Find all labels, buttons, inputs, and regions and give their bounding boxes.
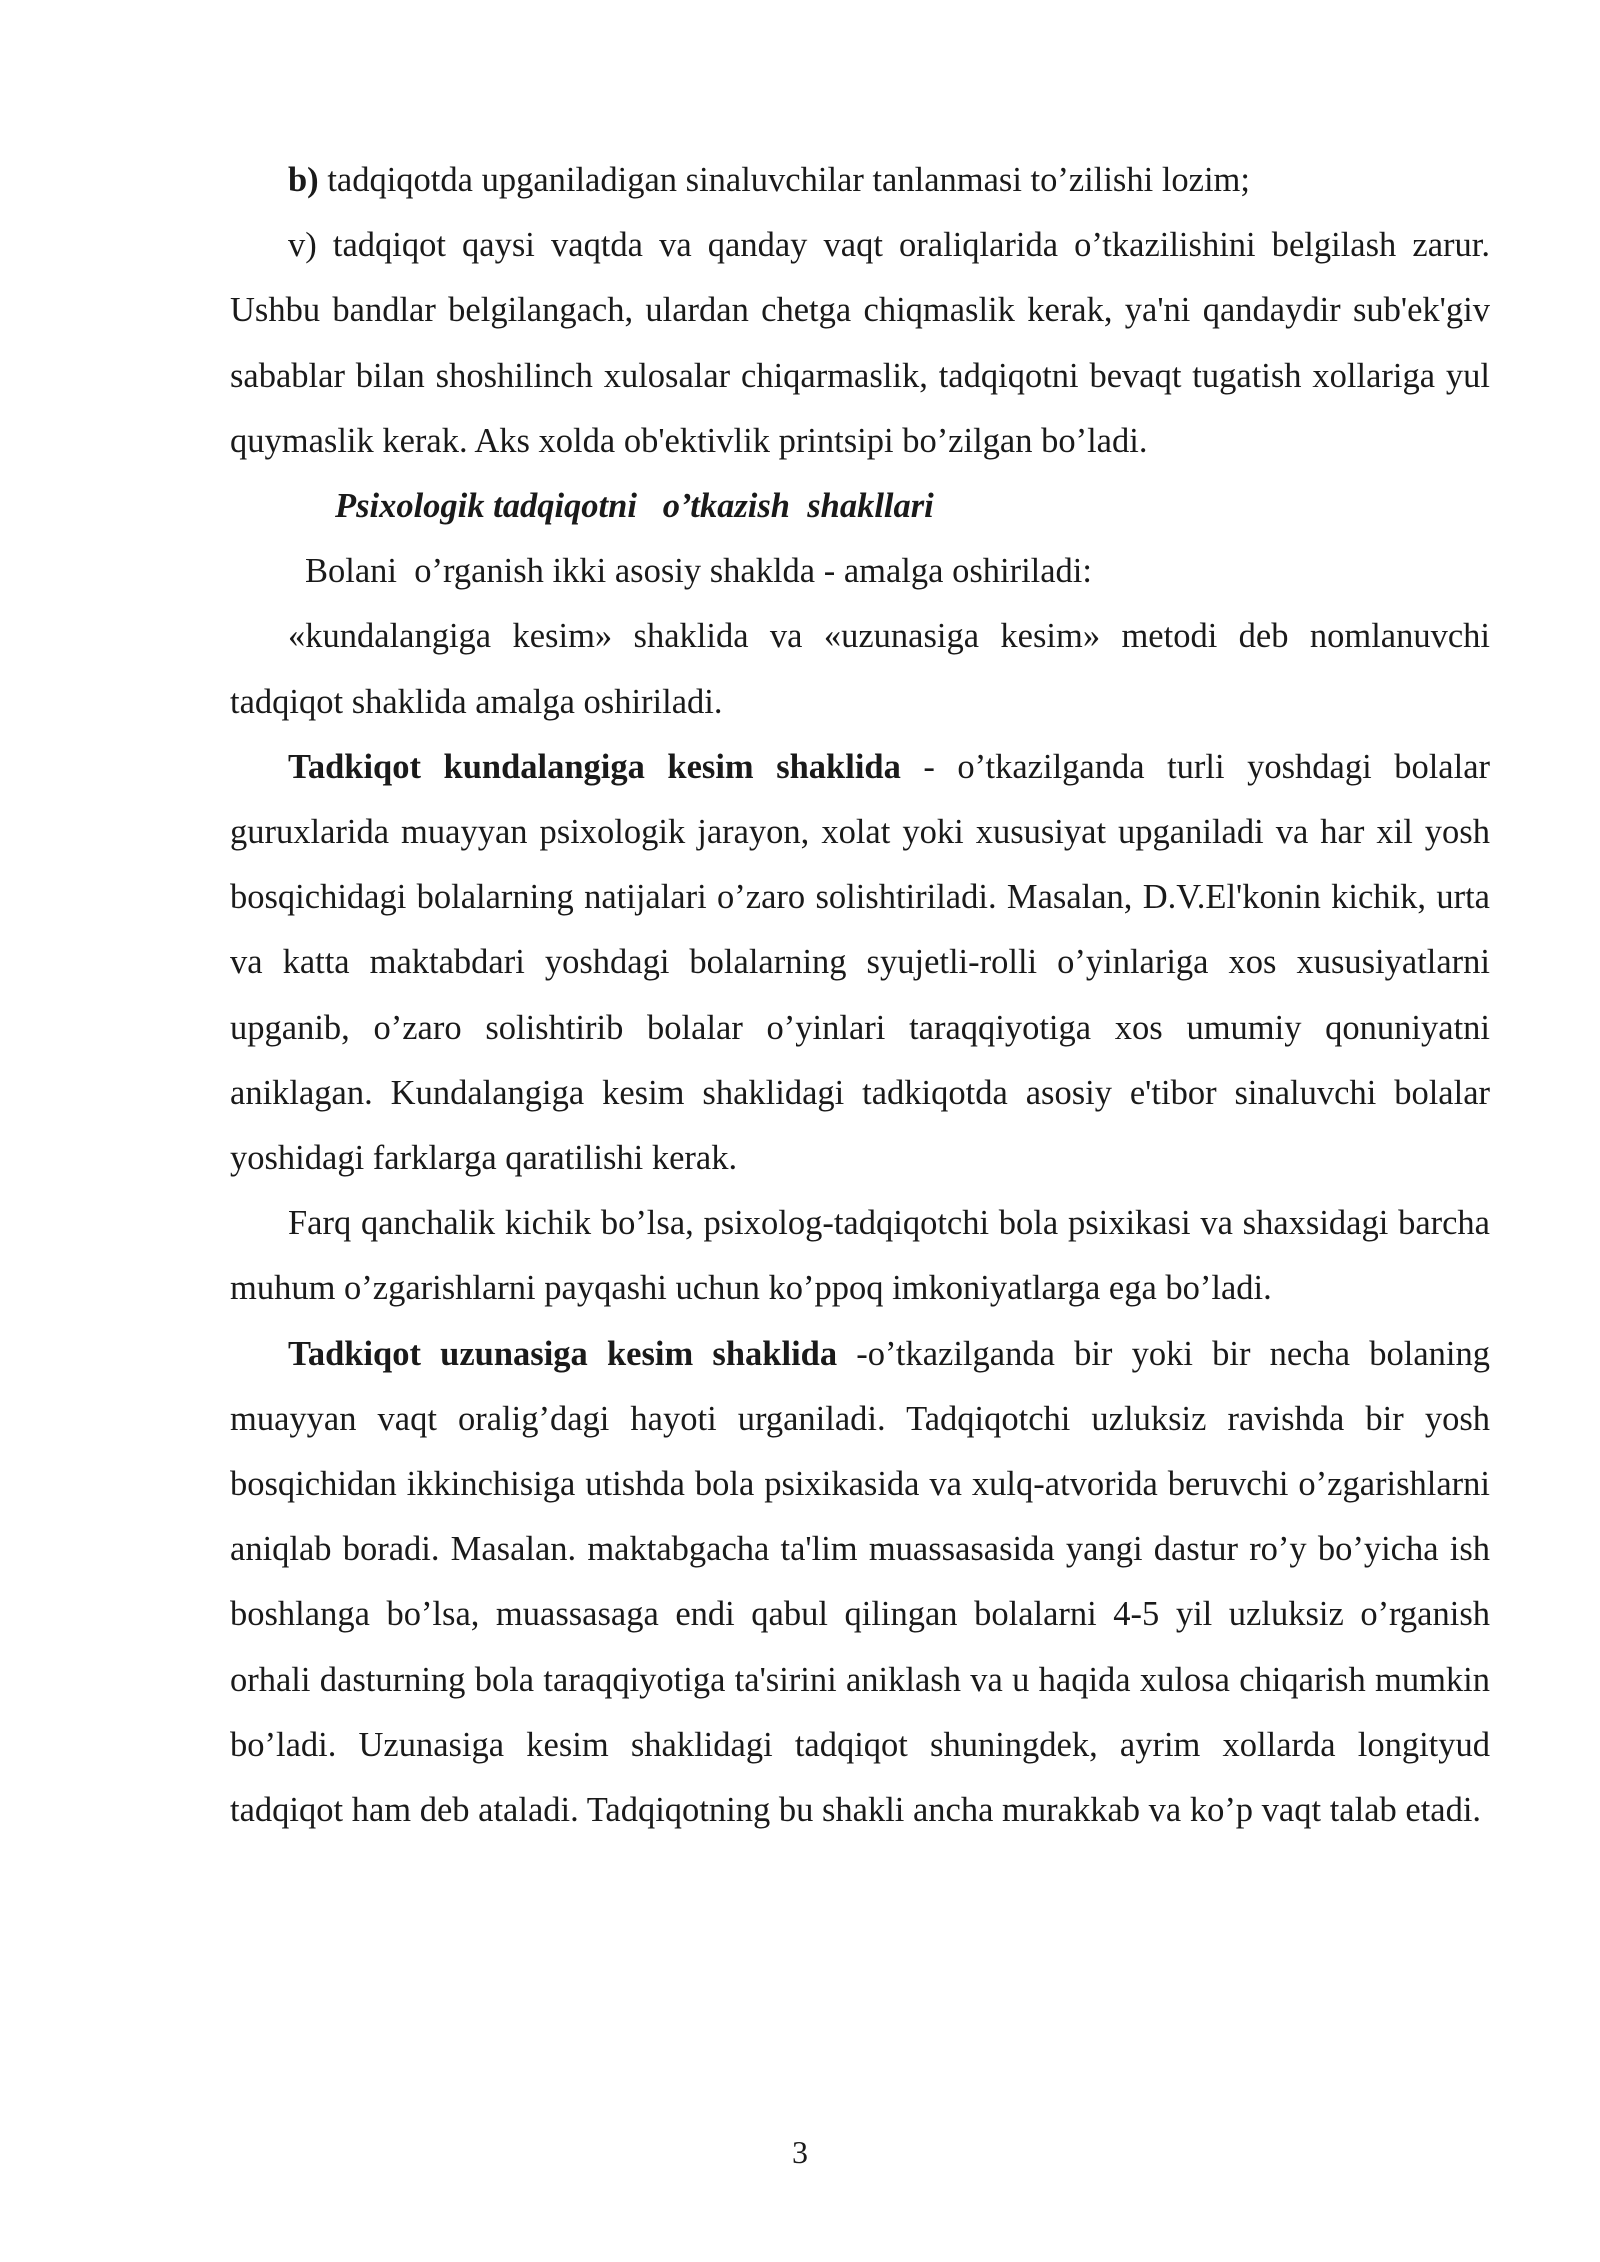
paragraph-text: - o’tkazilganda turli yoshdagi bolalar guruxlarida muayyan psixologik jarayon, xolat yoki xususiyat upganiladi va har xil yosh bosqichidagi bolalarning natijalari o’zaro solishtiriladi. Masalan, D.V.El'konin kichik, urta va katta maktabdari yoshdagi bolalarning syujetli-rolli o’yinlariga xos xususiyatlarni upganib, o’zaro solishtirib bolalar o’yinlari taraqqiyotiga xos umumiy qonuniyatni aniklagan. Kundalangiga kesim shaklidagi tadkiqotda asosiy e'tibor sinaluvchi bolalar yoshidagi farklarga qaratilishi kerak. [230,747,1490,1178]
term-cross-sectional: Tadkiqot kundalangiga kesim shaklida [288,747,901,786]
item-marker-b: b) [288,161,319,199]
section-heading: Psixologik tadqiqotni o’tkazish shakllari [335,487,934,526]
paragraph-text: -o’tkazilganda bir yoki bir necha bolaning muayyan vaqt oralig’dagi hayoti urganiladi. Tadqiqotchi uzluksiz ravishda bir yosh bosqichidan ikkinchisiga utishda bola psixikasida va xulq-atvorida beruvchi o’zgarishlarni aniqlab boradi. Masalan. maktabgacha ta'lim muassasasida yangi dastur ro’y bo’yicha ish boshlanga bo’lsa, muassasaga endi qabul qilingan bolalarni 4-5 yil uzluksiz o’rganish orhali dasturning bola taraqqiyotiga ta'sirini aniklash va u haqida xulosa chiqarish mumkin bo’ladi. Uzunasiga kesim shaklidagi tadqiqot shuningdek, ayrim xollarda longityud tadqiqot ham deb ataladi. Tadqiqotning bu shakli ancha murakkab va ko’p vaqt talab etadi. [230,1334,1490,1830]
paragraph-item-v: v) tadqiqot qaysi vaqtda va qanday vaqt oraliqlarida o’tkazilishini belgilash zarur. Ushbu bandlar belgilangach, ulardan chetga chiqmaslik kerak, ya'ni qandaydir sub'ek'giv sabablar bilan shoshilinch xulosalar chiqarmaslik, tadqiqotni bevaqt tugatish xollariga yul quymaslik kerak. Aks xolda ob'ektivlik printsipi bo’zilgan bo’ladi. [230,226,1490,460]
paragraph-cross-sectional [230,735,1490,1191]
document-body [230,148,1490,1843]
paragraph-intro: Bolani o’rganish ikki asosiy shaklda - amalga oshiriladi: [305,552,1092,591]
paragraph-difference: Farq qanchalik kichik bo’lsa, psixolog-tadqiqotchi bola psixikasi va shaxsidagi barcha muhum o’zgarishlarni payqashi uchun ko’ppoq imkoniyatlarga ega bo’ladi. [230,1204,1490,1308]
paragraph-longitudinal [230,1322,1490,1844]
page-number: 3 [792,2134,808,2170]
paragraph-forms: «kundalangiga kesim» shaklida va «uzunasiga kesim» metodi deb nomlanuvchi tadqiqot shaklida amalga oshiriladi. [230,617,1490,721]
paragraph-text: tadqiqotda upganiladigan sinaluvchilar tanlanmasi to’zilishi lozim; [318,161,1250,199]
paragraph-item-b [230,148,1490,213]
term-longitudinal: Tadkiqot uzunasiga kesim shaklida [288,1334,838,1373]
